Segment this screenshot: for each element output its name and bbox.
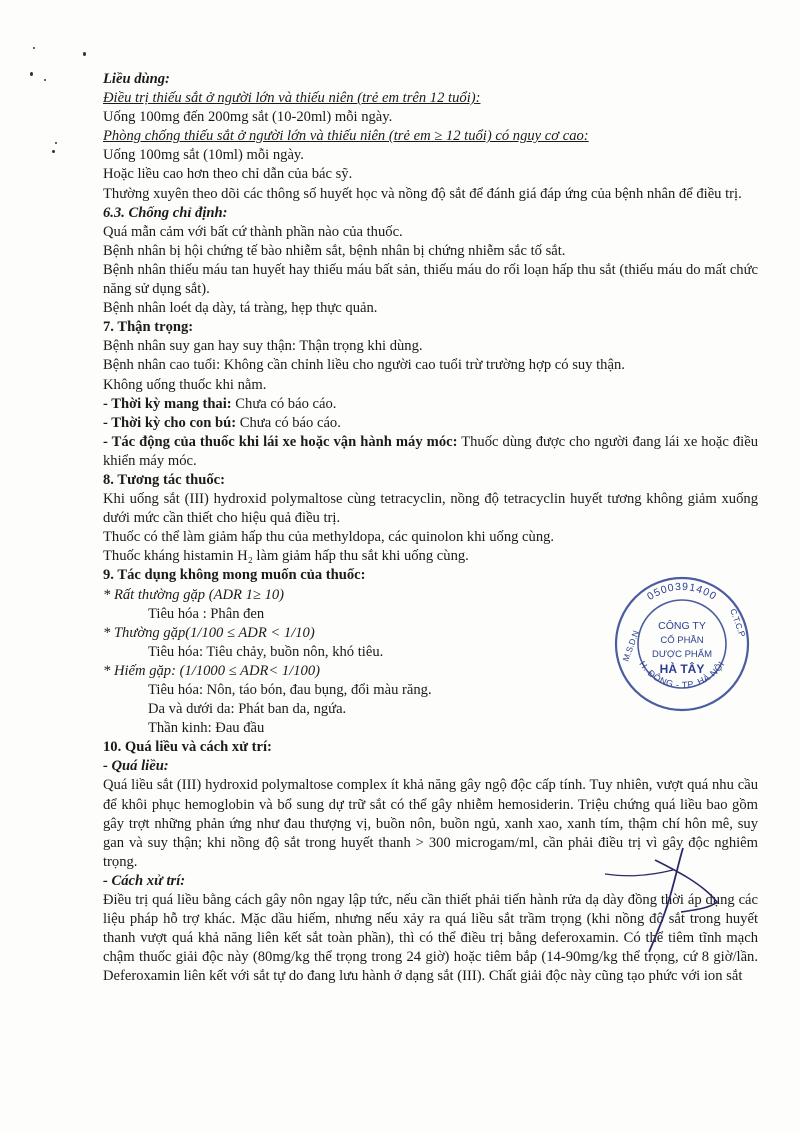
dosage-line: Uống 100mg đến 200mg sắt (10-20ml) mỗi ngày. <box>103 109 393 126</box>
precaution-item: Bệnh nhân suy gan hay suy thận: Thận trọng khi dùng. <box>103 338 423 355</box>
dosage-line: Hoặc liều cao hơn theo chỉ dẫn của bác sỹ. <box>103 166 353 183</box>
treatment-subheading: - Cách xử trí: <box>103 872 186 889</box>
overdose-heading: 10. Quá liều và cách xử trí: <box>103 739 272 756</box>
stamp-registration-number: 0500391400 <box>645 580 719 603</box>
pregnancy-line <box>103 395 758 414</box>
overdose-paragraph: Quá liều sắt (III) hydroxid polymaltose complex ít khả năng gây ngộ độc cấp tính. Tuy nhiên, vượt quá nhu cầu để khôi phục hemoglobin và bổ sung dự trữ sắt có thể gây nhiễm hemosiderin. Triệu chứng quá liều bao gồm gây trợt những phản ứng như đau thượng vị, buồn nôn, buồn ngủ, xanh xao, xanh tím, thậm chí hôn mê, suy gan và suy thận; khi nồng độ sắt trong huyết thanh > 300 microgam/ml, cần phải điều trị vì gây độc nghiêm trọng. <box>103 777 758 870</box>
contraindication-item: Bệnh nhân bị hội chứng tế bào nhiễm sắt, bệnh nhân bị chứng nhiễm sắc tố sắt. <box>103 242 566 259</box>
contraindications-heading: 6.3. Chống chỉ định: <box>103 204 228 221</box>
interactions-heading: 8. Tương tác thuốc: <box>103 471 225 488</box>
lactation-line <box>103 414 758 433</box>
interaction-item: Thuốc kháng histamin H₂ làm giảm hấp thu sắt khi uống cùng. <box>103 548 469 565</box>
precautions-heading: 7. Thận trọng: <box>103 319 194 336</box>
side-effects-heading: 9. Tác dụng không mong muốn của thuốc: <box>103 567 366 584</box>
interaction-item: Thuốc có thể làm giảm hấp thu của methyldopa, các quinolon khi uống cùng. <box>103 529 555 546</box>
interaction-item: Khi uống sắt (III) hydroxid polymaltose cùng tetracyclin, nồng độ tetracyclin huyết tương không giảm xuống dưới mức cần thiết cho hiệu quả điều trị. <box>103 491 758 527</box>
dosage-line: Uống 100mg sắt (10ml) mỗi ngày. <box>103 147 304 164</box>
driving-text: Thuốc dùng được cho người đang lái xe hoặc điều khiển máy móc. <box>103 433 759 469</box>
overdose-subheading: - Quá liều: <box>103 758 169 775</box>
frequency-rare: * Hiếm gặp: (1/1000 ≤ ADR< 1/100) <box>103 662 321 679</box>
company-stamp <box>612 574 752 714</box>
dosage-subheading-prevention: Phòng chống thiếu sắt ở người lớn và thiếu niên (trẻ em ≥ 12 tuổi) có nguy cơ cao: <box>103 128 589 145</box>
driving-label: - Tác động của thuốc khi lái xe hoặc vận hành máy móc: <box>103 433 458 450</box>
stamp-line-joint-stock: CỔ PHẦN <box>660 635 704 646</box>
stamp-ring-left: M.S.D.N <box>620 629 641 663</box>
lactation-label: - Thời kỳ cho con bú: <box>103 414 237 431</box>
dosage-monitoring-paragraph: Thường xuyên theo dõi các thông số huyết học và nồng độ sắt để đánh giá đáp ứng của bệnh nhân để điều trị. <box>103 185 742 202</box>
frequency-very-common: * Rất thường gặp (ADR 1≥ 10) <box>103 586 285 603</box>
contraindication-item: Bệnh nhân thiếu máu tan huyết hay thiếu máu bất sản, thiếu máu do rối loạn hấp thu sắt (thiếu máu do mất chức năng sử dụng sắt). <box>103 261 758 298</box>
driving-paragraph <box>103 433 758 471</box>
side-effect-item: Tiêu hóa : Phân đen <box>148 605 265 622</box>
precaution-item: Không uống thuốc khi nằm. <box>103 376 267 393</box>
stamp-line-name: HÀ TÂY <box>659 662 705 676</box>
side-effect-item: Thần kinh: Đau đầu <box>148 720 265 737</box>
side-effect-item: Tiêu hóa: Nôn, táo bón, đau bụng, đổi màu răng. <box>148 682 432 698</box>
precaution-item: Bệnh nhân cao tuổi: Không cần chỉnh liều cho người cao tuổi trừ trường hợp có suy thận. <box>103 357 625 374</box>
side-effect-item: Da và dưới da: Phát ban da, ngứa. <box>148 701 347 718</box>
stamp-line-pharma: DƯỢC PHẨM <box>651 649 713 660</box>
dosage-subheading-treatment: Điều trị thiếu sắt ở người lớn và thiếu niên (trẻ em trên 12 tuổi): <box>103 90 481 107</box>
dosage-heading: Liều dùng: <box>103 71 170 87</box>
stamp-ring-bottom: H. ĐÔNG - TP. HÀ NỘI <box>637 659 727 691</box>
pregnancy-label: - Thời kỳ mang thai: <box>103 395 232 412</box>
stamp-line-company: CÔNG TY <box>658 620 706 632</box>
side-effect-item: Tiêu hóa: Tiêu chảy, buồn nôn, khó tiêu. <box>148 643 384 660</box>
treatment-paragraph: Điều trị quá liều bằng cách gây nôn ngay lập tức, nếu cần thiết phải tiến hành rửa dạ dày đồng thời áp dụng các liệu pháp hỗ trợ khác. Mặc dầu hiếm, nhưng nếu xảy ra quá liều sắt trầm trọng (khi nồng độ sắt trong huyết thanh vượt quá khả năng liên kết sắt toàn phần), thì có thể điều trị bằng deferoxamin. Có thể tiêm tĩnh mạch chậm thuốc giải độc này (80mg/kg thể trọng trong 24 giờ) hoặc tiêm bắp (14-90mg/kg thể trọng, cứ 8 giờ/lần. Deferoxamin liên kết với sắt tự do đang lưu hành ở dạng sắt (III). Chất giải độc này cũng tạo phức với ion sắt <box>103 892 758 985</box>
pregnancy-text: Chưa có báo cáo. <box>231 395 337 412</box>
frequency-common: * Thường gặp(1/100 ≤ ADR < 1/10) <box>103 624 315 641</box>
contraindication-item: Bệnh nhân loét dạ dày, tá tràng, hẹp thực quản. <box>103 300 378 317</box>
stamp-ring-right: C.T.C.P <box>728 607 748 639</box>
lactation-text: Chưa có báo cáo. <box>236 414 341 431</box>
contraindication-item: Quá mẫn cảm với bất cứ thành phần nào của thuốc. <box>103 223 403 240</box>
signature-mark <box>585 840 725 960</box>
